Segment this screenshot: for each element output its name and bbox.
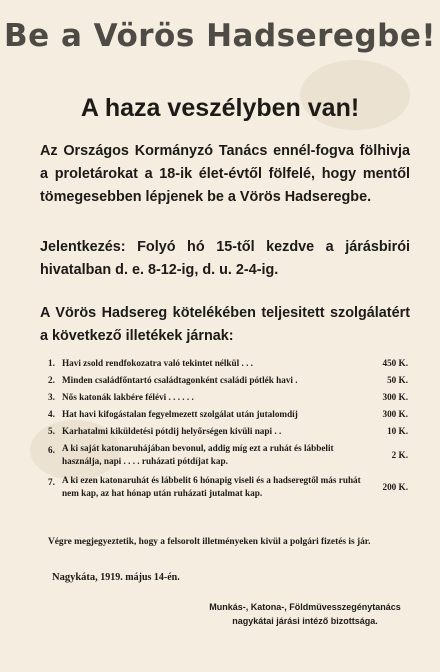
poster-subtitle: A haza veszélyben van! — [80, 94, 360, 122]
item-text: Karhatalmi kiküldetési pótdij helyőrségen kivüli napi . . — [62, 426, 282, 436]
paragraph-benefits-intro: A Vörös Hadsereg kötelékében teljesitett szolgálatért a következő illetékek járnak: — [40, 305, 410, 344]
item-text: Minden családfőntartó családtagonként családi pótlék havi . — [62, 375, 298, 385]
item-number: 7. — [48, 477, 55, 487]
poster-title: Be a Vörös Hadseregbe! — [4, 18, 436, 54]
item-text: A ki saját katonaruhájában bevonul, addig míg ezt a ruhát és lábbelit használja, napi . . . . ruházati pótdíjat kap. — [62, 443, 334, 466]
item-number: 3. — [48, 392, 55, 402]
item-amount: 300 K. — [382, 409, 408, 419]
item-text: Havi zsold rendfokozatra való tekintet nélkül . . . — [62, 358, 253, 368]
place-name: Nagykáta, — [52, 572, 98, 583]
issuer-line-1: Munkás-, Katona-, Földmüvesszegénytanács — [209, 602, 401, 612]
item-text: A ki ezen katonaruhát és lábbelit 6 hónapig viseli és a hadseregtől más ruhát nem kap, az hat hónap után ruházati jutalmat kap. — [62, 475, 361, 498]
list-item — [48, 474, 408, 500]
item-amount: 200 K. — [382, 481, 408, 492]
paragraph-call: Az Országos Kormányzó Tanács ennél-fogva fölhivja a proletárokat a 18-ik élet-évtől fölfelé, hogy mentől tömegesebben lépjenek be a Vörös Hadseregbe. — [40, 143, 410, 205]
list-item — [48, 442, 408, 468]
place-date — [52, 572, 180, 583]
item-number: 4. — [48, 409, 55, 419]
list-item — [48, 355, 408, 372]
paragraph-registration: Jelentkezés: Folyó hó 15-től kezdve a járásbirói hivatalban d. e. 8-12-ig, d. u. 2-4-ig. — [40, 239, 410, 278]
item-amount: 2 K. — [391, 449, 408, 460]
item-number: 1. — [48, 358, 55, 368]
issuer-line-2: nagykátai járási intéző bizottsága. — [232, 616, 378, 626]
list-item — [48, 423, 408, 440]
list-item — [48, 372, 408, 389]
closing-note: Végre megjegyeztetik, hogy a felsorolt illetményeken kivül a polgári fizetés is jár. — [48, 537, 371, 547]
item-number: 2. — [48, 375, 55, 385]
item-text: Hat havi kifogástalan fegyelmezett szolgálat után jutalomdíj — [62, 409, 298, 419]
item-number: 5. — [48, 426, 55, 436]
item-amount: 300 K. — [382, 392, 408, 402]
list-item — [48, 389, 408, 406]
issue-date: 1919. május 14-én. — [100, 572, 180, 583]
item-amount: 50 K. — [387, 375, 408, 385]
item-number: 6. — [48, 445, 55, 455]
item-amount: 450 K. — [382, 358, 408, 368]
issuer-signature — [190, 600, 420, 628]
benefits-list — [48, 355, 408, 500]
item-amount: 10 K. — [387, 426, 408, 436]
list-item — [48, 406, 408, 423]
item-text: Nős katonák lakbére félévi . . . . . . — [62, 392, 194, 402]
